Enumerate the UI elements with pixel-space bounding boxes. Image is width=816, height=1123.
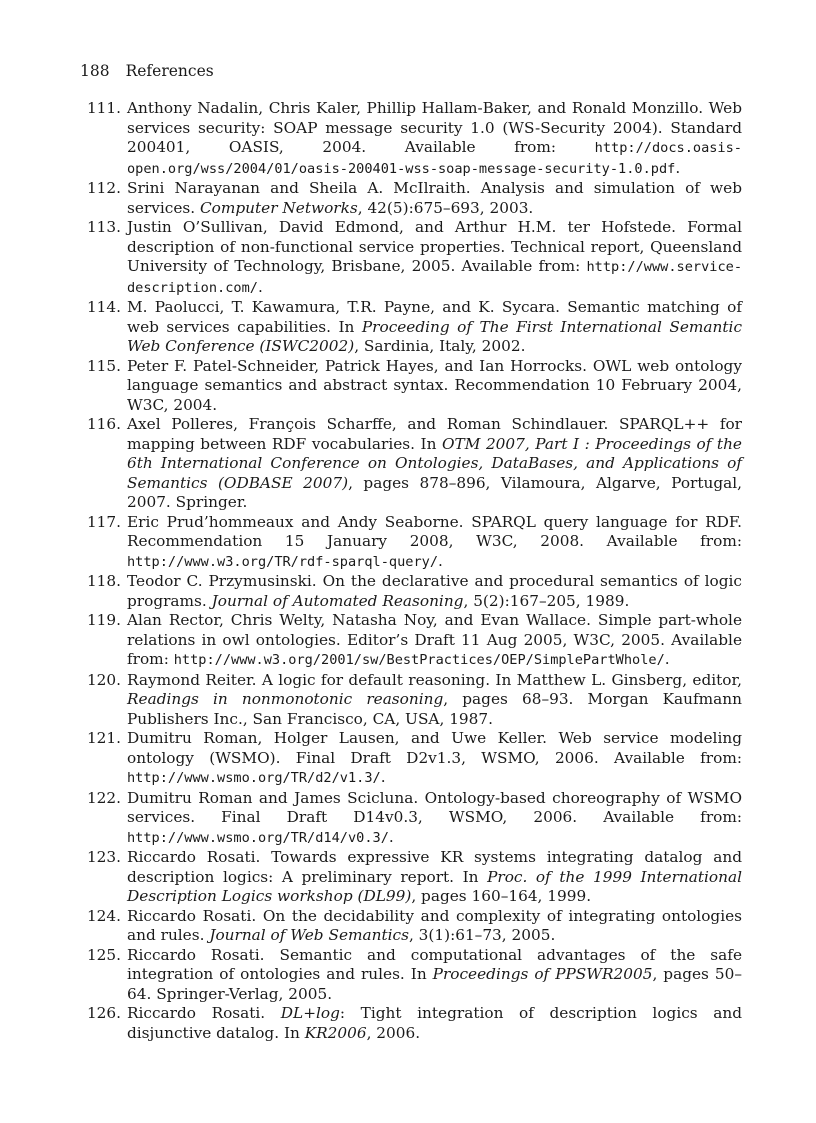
reference-number: 120. [86,670,121,689]
reference-entry [78,671,742,730]
reference-number: 119. [86,611,121,629]
reference-entry [78,729,742,789]
reference-number: 118. [86,572,121,590]
reference-number: 116. [86,415,121,433]
reference-text [127,218,742,298]
reference-venue: DL+log [280,1004,340,1022]
reference-entry [78,218,742,298]
reference-number: 123. [86,848,121,866]
reference-segment: , Sardinia, Italy, 2002. [354,337,526,355]
reference-url[interactable]: http://www.wsmo.org/TR/d2/v1.3/ [127,770,381,786]
reference-venue: Proc. of the 1999 International Description Logics workshop (DL99) [127,867,742,905]
reference-segment: . [388,827,394,846]
reference-entry [78,298,742,357]
reference-url[interactable]: http://docs.oasis-open.org/wss/2004/01/oasis-200401-wss-soap-message-security-1.0.pdf [127,140,742,177]
reference-number: 126. [86,1004,121,1022]
reference-entry [78,99,742,179]
reference-entry [78,789,742,849]
reference-text [127,1004,742,1043]
reference-entry [78,907,742,946]
reference-segment: Riccardo Rosati. [127,1004,281,1022]
reference-segment: Justin O’Sullivan, David Edmond, and Arthur H.M. ter Hofstede. Formal description of non-functional service properties. Technical report, Queensland University of Technology, Brisbane, 2005. Available from: [127,218,742,275]
reference-text [127,946,742,1005]
reference-segment: . [664,650,670,668]
reference-segment: Dumitru Roman and James Scicluna. Ontology-based choreography of WSMO services. Final Draft D14v0.3, WSMO, 2006. Available from: [127,788,742,826]
reference-text [127,572,742,611]
reference-number: 125. [86,945,121,964]
running-title: References [125,62,214,80]
reference-segment: . [380,768,386,786]
reference-segment: Axel Polleres, François Scharffe, and Roman Schindlauer. SPARQL++ for mapping between RDF vocabularies. In [127,415,742,453]
reference-url[interactable]: http://www.wsmo.org/TR/d14/v0.3/ [127,829,389,846]
reference-segment: , pages 878–896, Vilamoura, Algarve, Portugal, 2007. Springer. [127,473,743,511]
reference-venue: Proceedings of PPSWR2005 [432,965,653,983]
reference-text [127,298,742,357]
reference-segment: Riccardo Rosati. Semantic and computational advantages of the safe integration of ontologies and rules. In [127,945,742,983]
reference-text [127,671,742,730]
reference-number: 115. [86,356,121,375]
reference-segment: , 5(2):167–205, 1989. [463,591,630,610]
reference-number: 111. [86,99,121,117]
reference-text [127,513,742,573]
running-header [80,62,214,80]
reference-segment: , pages 160–164, 1999. [411,887,592,905]
reference-entry [78,1004,742,1043]
reference-number: 121. [86,729,121,747]
reference-text [127,357,742,416]
reference-url[interactable]: http://www.service-description.com/ [127,259,742,296]
reference-text [127,907,742,946]
reference-segment: . [257,277,263,296]
reference-venue: OTM 2007, Part I : Proceedings of the 6th International Conference on Ontologies, DataBases, and Applications of Semantics (ODBASE 2007) [127,434,742,492]
reference-segment: , 3(1):61–73, 2005. [408,926,556,944]
reference-venue: Proceeding of The First International Semantic Web Conference (ISWC2002) [127,317,743,355]
reference-segment: Dumitru Roman, Holger Lausen, and Uwe Keller. Web service modeling ontology (WSMO). Final Draft D2v1.3, WSMO, 2006. Available from: [127,729,742,767]
reference-entry [78,415,742,513]
reference-text [127,415,742,513]
reference-number: 117. [86,512,121,531]
reference-segment: : Tight integration of description logics and disjunctive datalog. In [127,1004,742,1042]
reference-segment: Raymond Reiter. A logic for default reasoning. In Matthew L. Ginsberg, editor, [127,670,742,689]
reference-entry [78,848,742,907]
reference-text [127,99,742,179]
reference-segment: . [675,158,681,177]
reference-segment: . [438,551,443,570]
reference-entry [78,946,742,1005]
reference-entry [78,179,742,218]
reference-text [127,179,742,218]
reference-venue: KR2006 [304,1023,367,1042]
reference-number: 112. [86,179,121,197]
reference-entry [78,572,742,611]
reference-segment: Riccardo Rosati. Towards expressive KR systems integrating datalog and description logics: A preliminary report. In [127,848,742,886]
reference-text [127,611,742,671]
reference-entry [78,611,742,671]
reference-segment: , pages 50–64. Springer-Verlag, 2005. [127,965,743,1003]
reference-segment: Alan Rector, Chris Welty, Natasha Noy, and Evan Wallace. Simple part-whole relations in owl ontologies. Editor’s Draft 11 Aug 2005, W3C, 2005. Available from: [127,611,742,668]
reference-entry [78,357,742,416]
reference-venue: Readings in nonmonotonic reasoning [127,690,444,708]
reference-segment: Srini Narayanan and Sheila A. McIlraith. Analysis and simulation of web services. [127,179,742,217]
reference-number: 113. [86,218,121,236]
reference-text [127,848,742,907]
reference-text [127,789,742,849]
reference-entry [78,513,742,573]
reference-segment: , 42(5):675–693, 2003. [357,198,534,217]
reference-segment: , 2006. [366,1023,421,1042]
reference-text [127,729,742,789]
reference-segment: Peter F. Patel-Schneider, Patrick Hayes, and Ian Horrocks. OWL web ontology language semantics and abstract syntax. Recommendation 10 February 2004, W3C, 2004. [127,356,742,414]
reference-segment: Eric Prud’hommeaux and Andy Seaborne. SPARQL query language for RDF. Recommendation 15 January 2008, W3C, 2008. Available from: [127,512,742,550]
reference-number: 122. [86,788,121,807]
reference-list [78,99,742,1043]
reference-venue: Journal of Automated Reasoning [211,591,464,610]
reference-segment: , pages 68–93. Morgan Kaufmann Publishers Inc., San Francisco, CA, USA, 1987. [127,690,742,728]
reference-number: 114. [86,298,121,316]
reference-segment: Teodor C. Przymusinski. On the declarative and procedural semantics of logic programs. [127,572,742,610]
reference-venue: Journal of Web Semantics [209,926,409,944]
reference-segment: Anthony Nadalin, Chris Kaler, Phillip Hallam-Baker, and Ronald Monzillo. Web services security: SOAP message security 1.0 (WS-Security 2004). Standard 200401, OASIS, 2004. Available from: [127,99,742,156]
reference-url[interactable]: http://www.w3.org/2001/sw/BestPractices/OEP/SimplePartWhole/ [173,652,665,668]
page-number: 188 [80,62,110,80]
reference-segment: M. Paolucci, T. Kawamura, T.R. Payne, and K. Sycara. Semantic matching of web services capabilities. In [127,298,742,336]
reference-venue: Computer Networks [199,198,358,217]
reference-segment: Riccardo Rosati. On the decidability and complexity of integrating ontologies and rules. [127,906,742,944]
reference-number: 124. [86,906,121,925]
reference-url[interactable]: http://www.w3.org/TR/rdf-sparql-query/ [127,553,438,570]
